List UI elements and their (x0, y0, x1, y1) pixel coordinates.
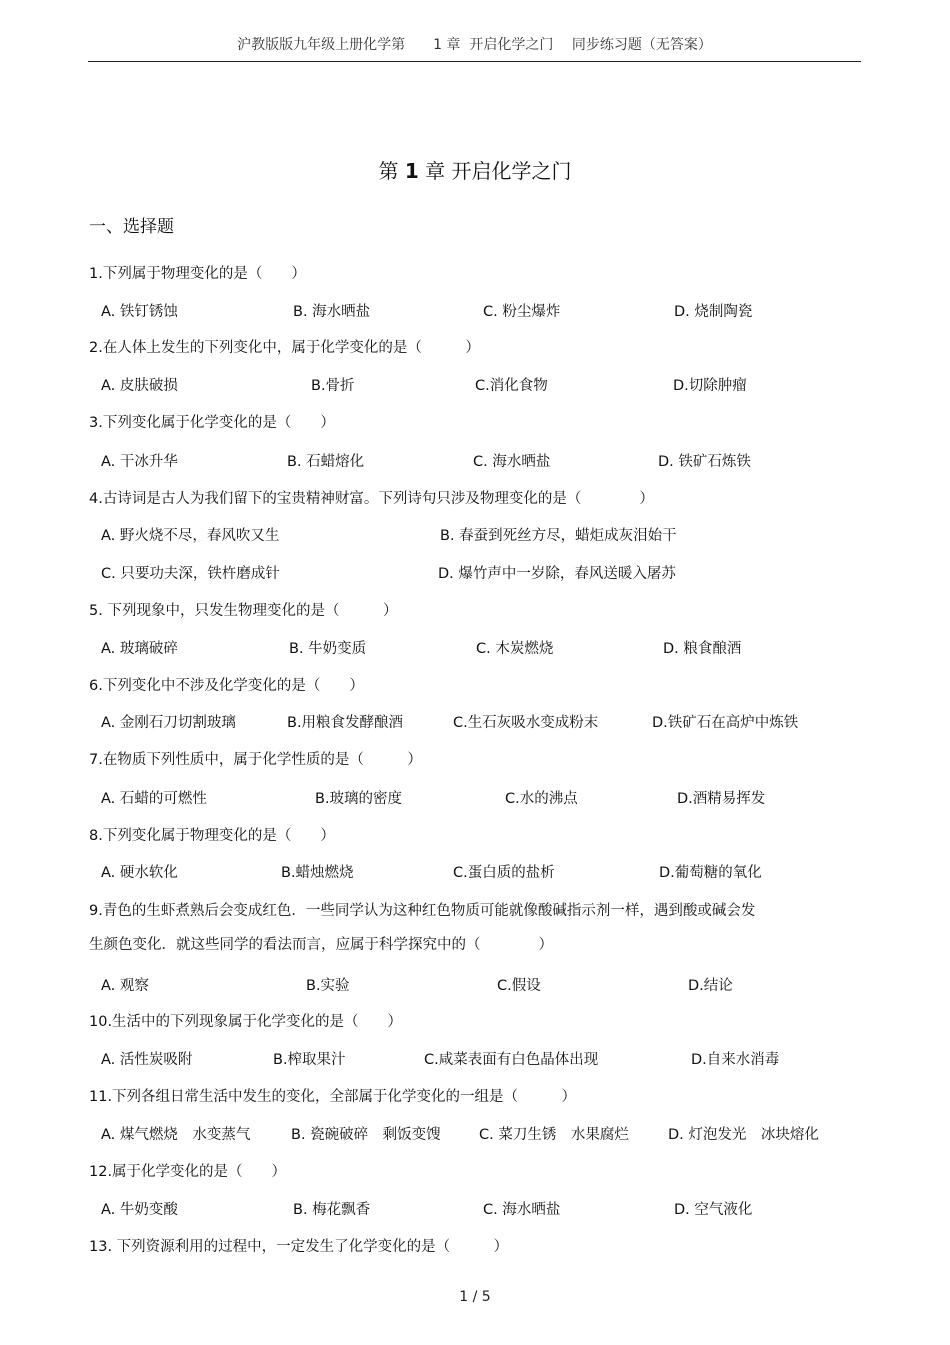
question-8: 8.下列变化属于物理变化的是（ ） (89, 828, 335, 844)
q4-option-a: A. 野火烧不尽，春风吹又生 (101, 528, 280, 544)
q9-option-b: B.实验 (306, 978, 350, 994)
q4-option-c: C. 只要功夫深，铁杵磨成针 (101, 566, 280, 582)
q10-option-a: A. 活性炭吸附 (101, 1052, 193, 1068)
question-10: 10.生活中的下列现象属于化学变化的是（ ） (89, 1014, 403, 1030)
q11-option-d: D. 灯泡发光 冰块熔化 (668, 1127, 819, 1143)
question-2: 2.在人体上发生的下列变化中，属于化学变化的是（ ） (89, 340, 480, 356)
q6-option-b: B.用粮食发酵酿酒 (287, 715, 404, 731)
q1-option-d: D. 烧制陶瓷 (674, 304, 753, 320)
chapter-title (0, 155, 950, 184)
q5-option-b: B. 牛奶变质 (289, 641, 367, 657)
q5-option-c: C. 木炭燃烧 (476, 641, 554, 657)
question-11: 11.下列各组日常生活中发生的变化，全部属于化学变化的一组是（ ） (89, 1089, 577, 1105)
q4-option-b: B. 春蚕到死丝方尽，蜡炬成灰泪始干 (440, 528, 677, 544)
q2-option-b: B.骨折 (311, 378, 355, 394)
q7-option-d: D.酒精易挥发 (677, 791, 766, 807)
q6-option-d: D.铁矿石在高炉中炼铁 (652, 715, 799, 731)
q8-option-b: B.蜡烛燃烧 (281, 865, 354, 881)
q7-option-a: A. 石蜡的可燃性 (101, 791, 207, 807)
title-prefix: 第 (378, 159, 405, 183)
question-4: 4.古诗词是古人为我们留下的宝贵精神财富。下列诗句只涉及物理变化的是（ ） (89, 491, 654, 507)
question-5: 5. 下列现象中，只发生物理变化的是（ ） (89, 603, 398, 619)
question-3: 3.下列变化属于化学变化的是（ ） (89, 415, 335, 431)
q6-option-c: C.生石灰吸水变成粉末 (453, 715, 599, 731)
q12-option-b: B. 梅花飘香 (293, 1202, 371, 1218)
question-7: 7.在物质下列性质中，属于化学性质的是（ ） (89, 752, 422, 768)
q2-option-c: C.消化食物 (475, 378, 548, 394)
q10-option-c: C.咸菜表面有白色晶体出现 (424, 1052, 599, 1068)
q1-option-a: A. 铁钉锈蚀 (101, 304, 178, 320)
q12-option-a: A. 牛奶变酸 (101, 1202, 178, 1218)
q9-option-c: C.假设 (497, 978, 541, 994)
q11-option-c: C. 菜刀生锈 水果腐烂 (479, 1127, 629, 1143)
q8-option-d: D.葡萄糖的氧化 (659, 865, 762, 881)
q6-option-a: A. 金刚石刀切割玻璃 (101, 715, 236, 731)
question-9-continued: 生颜色变化．就这些同学的看法而言，应属于科学探究中的（ ） (89, 937, 553, 953)
q7-option-b: B.玻璃的密度 (315, 791, 403, 807)
q8-option-c: C.蛋白质的盐析 (453, 865, 555, 881)
q5-option-d: D. 粮食酿酒 (663, 641, 742, 657)
question-13: 13. 下列资源利用的过程中，一定发生了化学变化的是（ ） (89, 1239, 509, 1255)
q2-option-d: D.切除肿瘤 (673, 378, 747, 394)
question-12: 12.属于化学变化的是（ ） (89, 1164, 287, 1180)
question-1: 1.下列属于物理变化的是（ ） (89, 266, 306, 282)
question-9: 9.青色的生虾煮熟后会变成红色．一些同学认为这种红色物质可能就像酸碱指示剂一样，遇到酸或碱会发 (89, 903, 756, 919)
q12-option-c: C. 海水晒盐 (483, 1202, 561, 1218)
q2-option-a: A. 皮肤破损 (101, 378, 178, 394)
q11-option-a: A. 煤气燃烧 水变蒸气 (101, 1127, 251, 1143)
q9-option-a: A. 观察 (101, 978, 149, 994)
question-6: 6.下列变化中不涉及化学变化的是（ ） (89, 678, 364, 694)
q1-option-c: C. 粉尘爆炸 (483, 304, 561, 320)
q5-option-a: A. 玻璃破碎 (101, 641, 178, 657)
q1-option-b: B. 海水晒盐 (293, 304, 371, 320)
q3-option-a: A. 干冰升华 (101, 454, 178, 470)
page-header: 沪教版版九年级上册化学第 1 章 开启化学之门 同步练习题（无答案） (237, 37, 712, 53)
q3-option-b: B. 石蜡熔化 (287, 454, 365, 470)
q10-option-d: D.自来水消毒 (691, 1052, 780, 1068)
q11-option-b: B. 瓷碗破碎 剩饭变馊 (291, 1127, 441, 1143)
q3-option-d: D. 铁矿石炼铁 (658, 454, 751, 470)
q7-option-c: C.水的沸点 (505, 791, 578, 807)
page-number: 1 / 5 (459, 1289, 491, 1305)
header-divider (88, 61, 861, 62)
q4-option-d: D. 爆竹声中一岁除，春风送暖入屠苏 (438, 566, 676, 582)
q12-option-d: D. 空气液化 (674, 1202, 753, 1218)
q3-option-c: C. 海水晒盐 (473, 454, 551, 470)
title-rest: 章 开启化学之门 (418, 159, 572, 183)
title-number: 1 (404, 159, 419, 183)
section-heading: 一、选择题 (89, 217, 174, 237)
q9-option-d: D.结论 (688, 978, 733, 994)
q10-option-b: B.榨取果汁 (273, 1052, 346, 1068)
q8-option-a: A. 硬水软化 (101, 865, 178, 881)
